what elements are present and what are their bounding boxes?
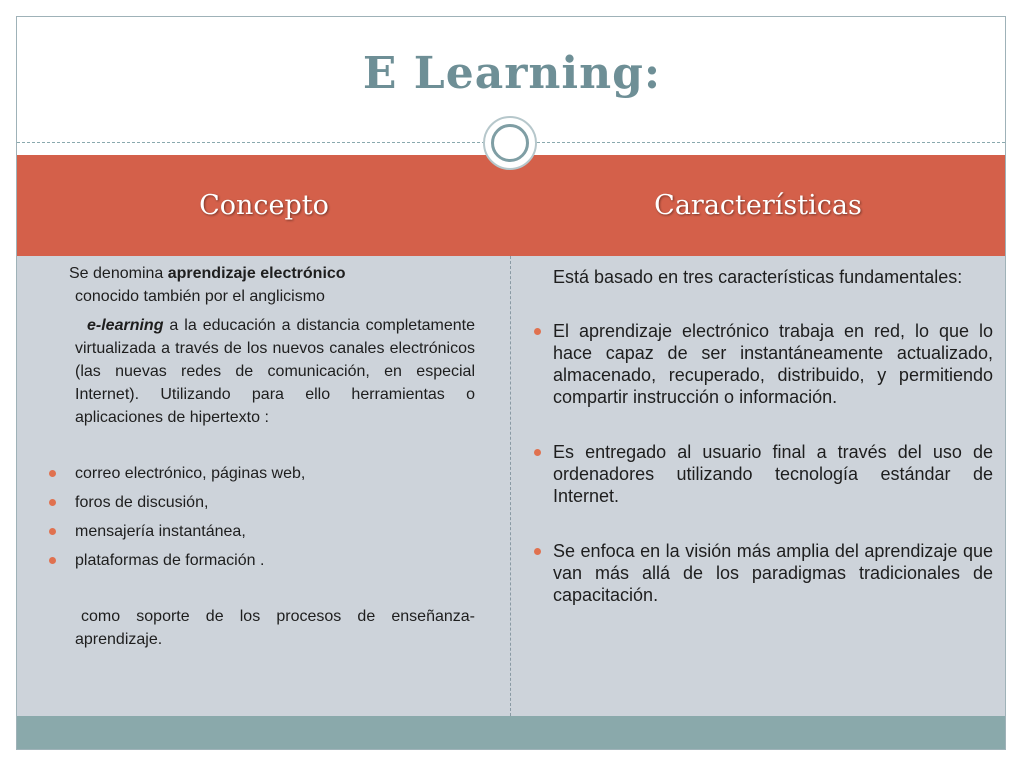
characteristic-text: El aprendizaje electrónico trabaja en red, lo que lo hace capaz de ser instantáneamente actualizado, almacenado, recuperado, distribuido, y permitiendo compartir instrucción o información. [553, 321, 993, 407]
definition-text: a la educación a distancia completamente virtualizada a través de los nuevos canales electrónicos (las nuevas redes de comunicación, en especial Internet). Utilizando para ello herramientas o aplicaciones de hipertexto : [75, 317, 475, 426]
elearning-term: e-learning [87, 317, 164, 334]
tool-label: correo electrónico, páginas web, [75, 465, 306, 482]
list-item [553, 320, 993, 408]
bullet-dot-icon [49, 470, 56, 477]
bullet-dot-icon [49, 557, 56, 564]
list-item [75, 520, 475, 543]
characteristic-text: Es entregado al usuario final a través del uso de ordenadores utilizando tecnología estándar de Internet. [553, 442, 993, 506]
slide-title: E Learning: [362, 48, 662, 99]
bullet-dot-icon [534, 328, 541, 335]
header-caracteristicas: Características [654, 190, 862, 221]
tool-label: plataformas de formación . [75, 552, 265, 569]
characteristic-text: Se enfoca en la visión más amplia del aprendizaje que van más allá de los paradigmas tradicionales de capacitación. [553, 541, 993, 605]
ring-ornament-icon [483, 116, 537, 170]
bullet-dot-icon [534, 449, 541, 456]
concepto-intro [69, 262, 475, 308]
tools-list [75, 462, 475, 572]
concepto-text [69, 262, 475, 651]
list-item [553, 540, 993, 606]
intro-post: conocido también por el anglicismo [75, 288, 325, 305]
table-header-row [17, 155, 1005, 256]
intro-pre: Se denomina [69, 265, 168, 282]
bullet-dot-icon [49, 499, 56, 506]
intro-bold-term: aprendizaje electrónico [167, 265, 346, 282]
header-concepto: Concepto [199, 190, 329, 221]
list-item [75, 491, 475, 514]
caracteristicas-intro: Está basado en tres características fundamentales: [553, 267, 963, 287]
bullet-dot-icon [49, 528, 56, 535]
concepto-definition [75, 314, 475, 429]
tool-label: foros de discusión, [75, 494, 209, 511]
list-item [75, 549, 475, 572]
footer-band [17, 716, 1005, 749]
concepto-closing: como soporte de los procesos de enseñanza-aprendizaje. [75, 608, 475, 648]
caracteristicas-list [553, 320, 993, 606]
list-item [75, 462, 475, 485]
list-item [553, 441, 993, 507]
concepto-column [17, 256, 511, 716]
ring-inner-circle [491, 124, 529, 162]
bullet-dot-icon [534, 548, 541, 555]
caracteristicas-text [553, 266, 993, 606]
tool-label: mensajería instantánea, [75, 523, 246, 540]
